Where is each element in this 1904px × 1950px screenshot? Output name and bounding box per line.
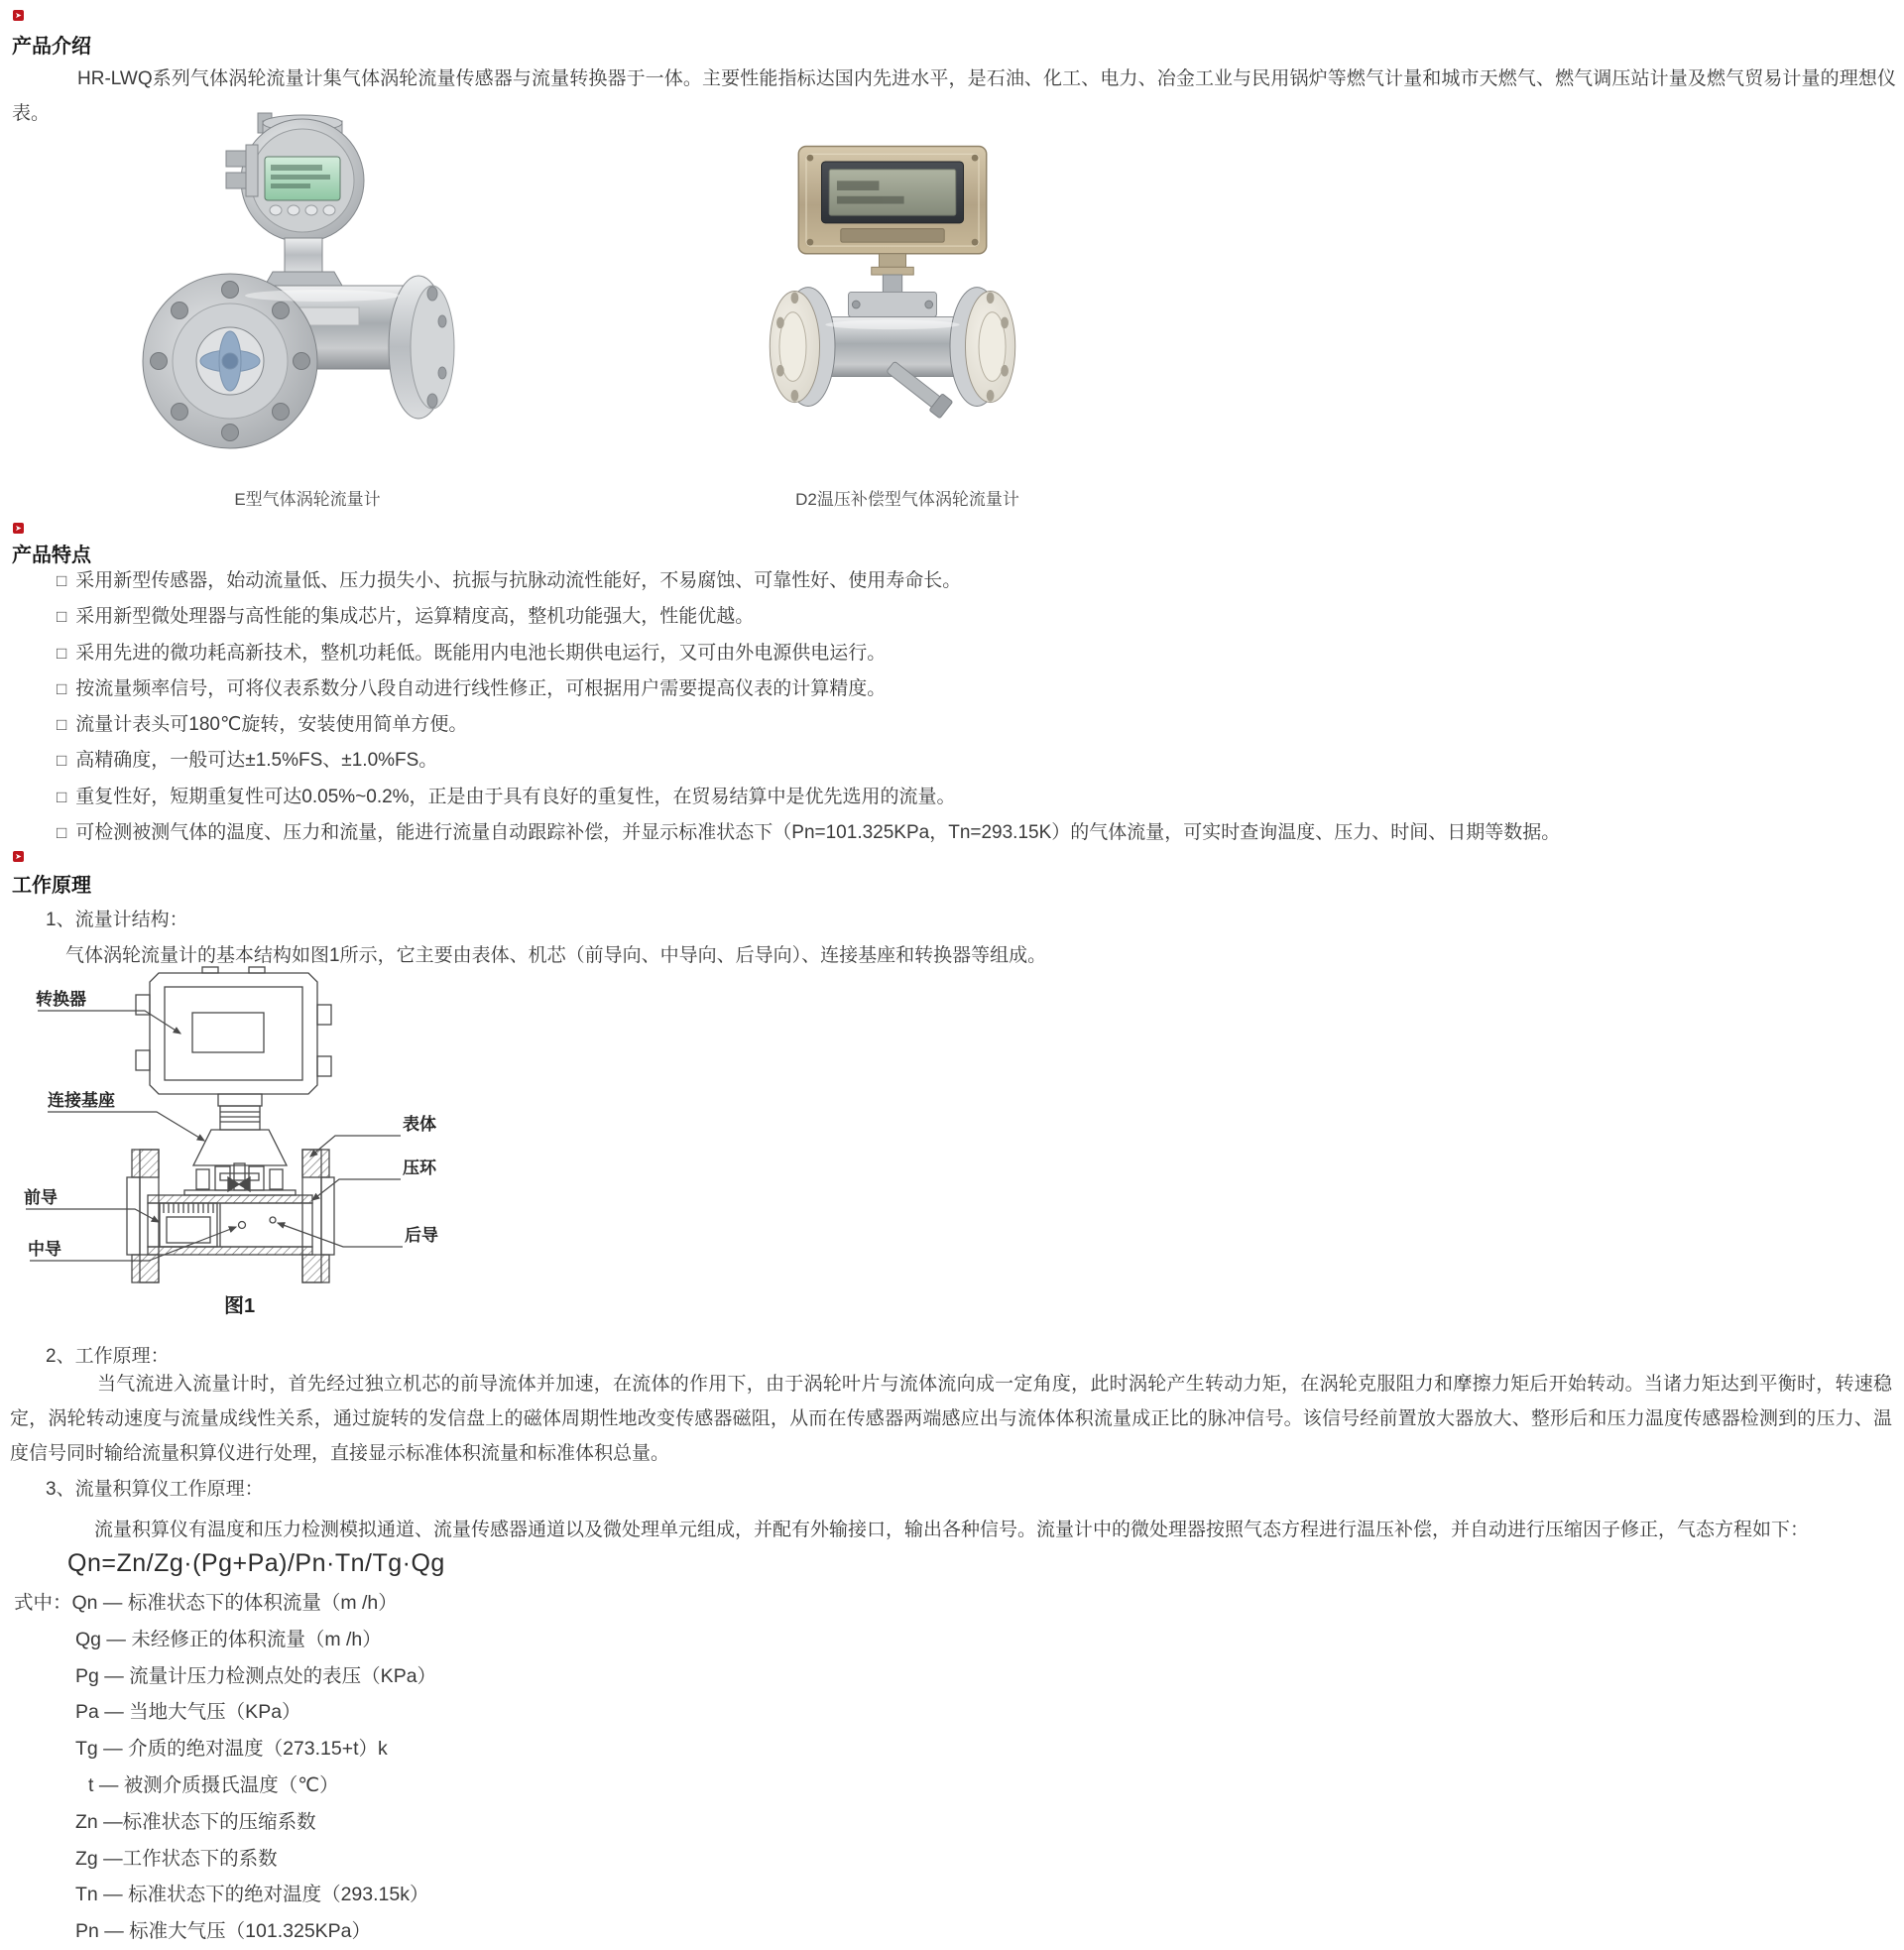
- feature-item: □ 采用新型传感器，始动流量低、压力损失小、抗振与抗脉动流性能好，不易腐蚀、可靠性好、使用寿命长。: [57, 570, 962, 591]
- definition-row: Pa — 当地大气压（KPa）: [75, 1701, 301, 1724]
- e-meter-neck: [285, 238, 322, 272]
- square-bullet-icon: □: [57, 823, 67, 843]
- square-bullet-icon: □: [57, 751, 67, 771]
- definition-row: 式中：Qn — 标准状态下的体积流量（m /h）: [14, 1592, 398, 1614]
- red-arrow-icon: ➤: [13, 851, 24, 862]
- diagram-meter-body: [148, 1203, 312, 1247]
- diagram-press-ring: [148, 1195, 312, 1203]
- product-photo-d2-type: [749, 139, 1036, 471]
- feature-item: □ 采用先进的微功耗高新技术，整机功耗低。既能用内电池长期供电运行，又可由外电源供电运行。: [57, 642, 887, 664]
- definition-row: Zn —标准状态下的压缩系数: [75, 1810, 316, 1833]
- principle-totalizer-subtitle: 3、流量积算仪工作原理：: [46, 1479, 264, 1500]
- principle-structure-subtitle: 1、流量计结构：: [46, 910, 188, 930]
- principle-totalizer-body: 流量积算仪有温度和压力检测模拟通道、流量传感器通道以及微处理单元组成，并配有外输接口，输出各种信号。流量计中的微处理器按照气态方程进行温压补偿，并自动进行压缩因子修正，气态方程如下：: [94, 1520, 1810, 1540]
- diagram-connection-base: [193, 1130, 287, 1165]
- caption-d2-type: D2温压补偿型气体涡轮流量计: [795, 490, 1019, 509]
- diagram-label-middle-guide: 中导: [28, 1240, 61, 1259]
- principle-working-body: 当气流进入流量计时，首先经过独立机芯的前导流体并加速，在流体的作用下，由于涡轮叶片与流体流向成一定角度，此时涡轮产生转动力矩，在涡轮克服阻力和摩擦力矩后开始转动。当诸力矩达到平衡时，转速稳定，涡轮转动速度与流量成线性关系，通过旋转的发信盘上的磁体周期性地改变传感器磁阻，从而在传感器两端感应出与流体体积流量成正比的脉冲信号。该信号经前置放大器放大、整形后和压力温度传感器检测到的压力、温度信号同时输给流量积算仪进行处理，直接显示标准体积流量和标准体积总量。: [10, 1374, 1892, 1464]
- principle-structure-body: 气体涡轮流量计的基本结构如图1所示，它主要由表体、机芯（前导向、中导向、后导向）、连接基座和转换器等组成。: [65, 945, 1047, 966]
- feature-item: □ 采用新型微处理器与高性能的集成芯片，运算精度高，整机功能强大，性能优越。: [57, 606, 755, 628]
- section-title-principle: 工作原理: [12, 875, 91, 897]
- square-bullet-icon: □: [57, 787, 67, 806]
- diagram-label-ring: 压环: [403, 1158, 436, 1177]
- d2-meter-lcd-screen: [829, 170, 956, 215]
- section-title-features: 产品特点: [12, 545, 91, 566]
- definition-row: Pn — 标准大气压（101.325KPa）: [75, 1920, 372, 1943]
- square-bullet-icon: □: [57, 571, 67, 590]
- square-bullet-icon: □: [57, 678, 67, 698]
- red-arrow-icon: ➤: [13, 523, 24, 534]
- figure-caption: 图1: [224, 1295, 256, 1317]
- definition-row: t — 被测介质摄氏温度（℃）: [88, 1773, 339, 1796]
- square-bullet-icon: □: [57, 607, 67, 627]
- diagram-label-front-guide: 前导: [24, 1188, 58, 1207]
- definition-row: Zg —工作状态下的系数: [75, 1847, 278, 1870]
- red-arrow-icon: ➤: [13, 10, 24, 21]
- diagram-converter-housing: [150, 973, 317, 1094]
- feature-list: [57, 563, 1560, 851]
- principle-working-subtitle: 2、工作原理：: [46, 1346, 170, 1367]
- intro-paragraph: HR-LWQ系列气体涡轮流量计集气体涡轮流量传感器与流量转换器于一体。主要性能指标达国内先进水平，是石油、化工、电力、冶金工业与民用锅炉等燃气计量和城市天燃气、燃气调压站计量及燃气贸易计量的理想仪表。: [12, 68, 1896, 124]
- caption-e-type: E型气体涡轮流量计: [234, 490, 381, 509]
- feature-item: □ 按流量频率信号，可将仪表系数分八段自动进行线性修正，可根据用户需要提高仪表的计算精度。: [57, 677, 887, 699]
- feature-item: □ 流量计表头可180℃旋转，安装使用简单方便。: [57, 714, 468, 736]
- definition-row: Pg — 流量计压力检测点处的表压（KPa）: [75, 1664, 437, 1687]
- diagram-display-window: [192, 1013, 264, 1052]
- formula-definitions: [14, 1585, 926, 1950]
- product-photo-e-type: [139, 111, 476, 468]
- feature-item: □ 可检测被测气体的温度、压力和流量，能进行流量自动跟踪补偿，并显示标准状态下（Pn=101.325KPa，Tn=293.15K）的气体流量，可实时查询温度、压力、时间、日期等数据。: [57, 822, 1561, 844]
- diagram-label-converter: 转换器: [36, 990, 86, 1009]
- section-title-intro: 产品介绍: [12, 36, 91, 58]
- definition-row: Qg — 未经修正的体积流量（m /h）: [75, 1628, 382, 1650]
- gas-state-equation: Qn=Zn/Zg·(Pg+Pa)/Pn·Tn/Tg·Qg: [67, 1549, 445, 1577]
- d2-meter-label-strip: [841, 229, 944, 243]
- square-bullet-icon: □: [57, 643, 67, 663]
- feature-item: □ 高精确度，一般可达±1.5%FS、±1.0%FS。: [57, 750, 438, 772]
- diagram-label-rear-guide: 后导: [405, 1226, 438, 1245]
- square-bullet-icon: □: [57, 715, 67, 735]
- diagram-label-body: 表体: [403, 1115, 436, 1134]
- definition-row: Tg — 介质的绝对温度（273.15+t）k: [75, 1738, 388, 1761]
- figure-structure-diagram: [8, 965, 474, 1320]
- diagram-label-base: 连接基座: [48, 1091, 115, 1110]
- d2-meter-adapter: [849, 292, 937, 316]
- feature-item: □ 重复性好，短期重复性可达0.05%~0.2%，正是由于具有良好的重复性，在贸易结算中是优先选用的流量。: [57, 786, 956, 807]
- definition-row: Tn — 标准状态下的绝对温度（293.15k）: [75, 1884, 429, 1906]
